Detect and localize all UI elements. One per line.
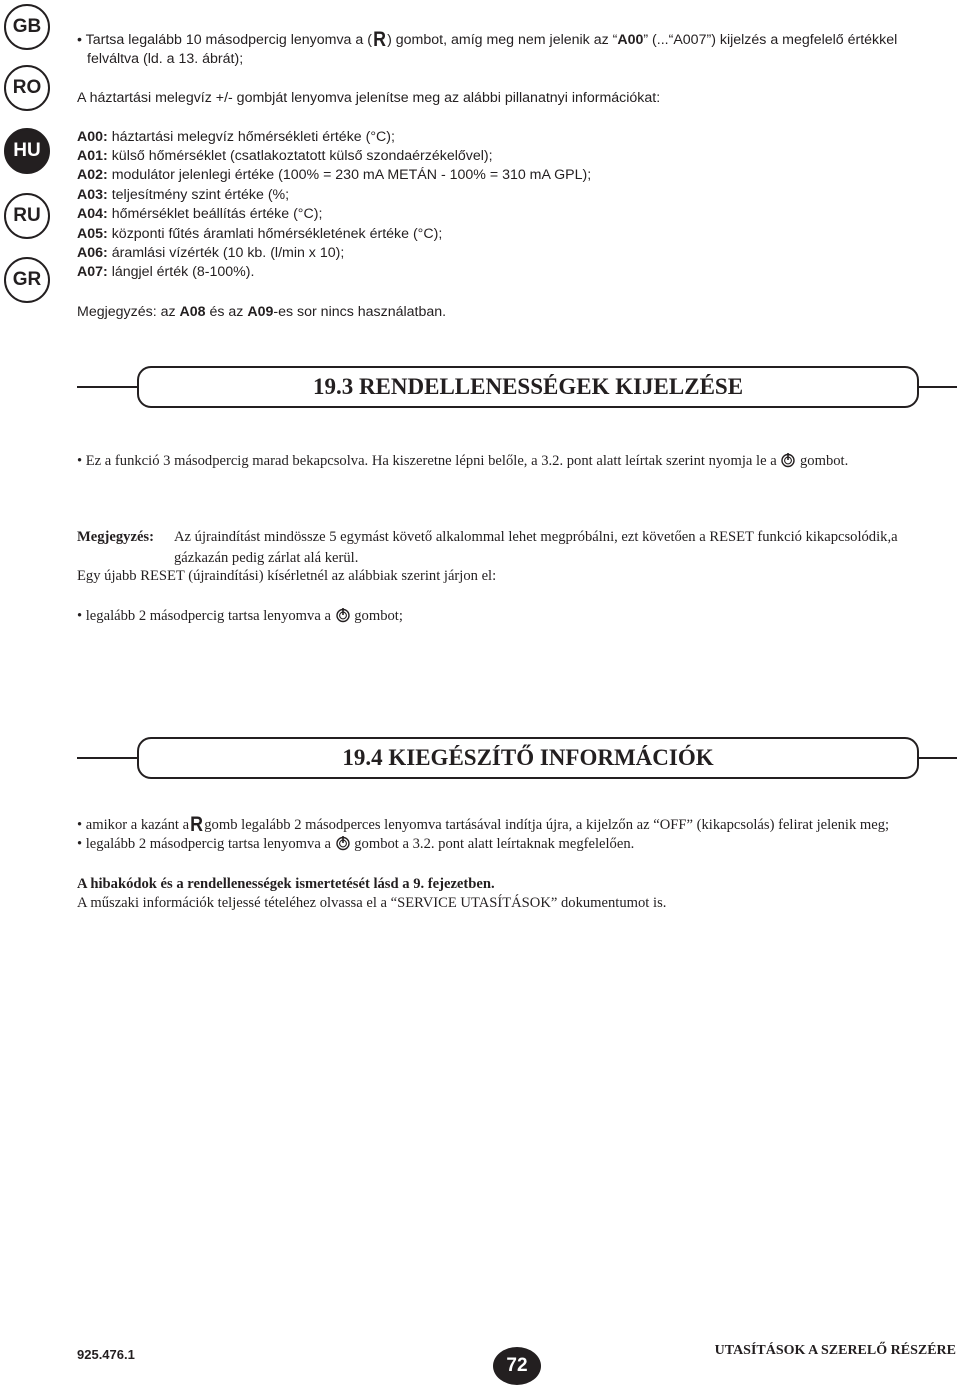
bullet-text: • amikor a kazánt a [77,817,190,833]
page-number: 72 [493,1347,541,1385]
reset-button-icon: R [373,28,386,51]
power-icon [780,452,796,468]
code-row [77,225,442,243]
section-divider-right [917,386,957,388]
intro-text: ” (...“A007”) kijelzés a megfelelő értékkel [643,32,898,48]
code-label: A07: [77,264,108,280]
bullet-text: • legalább 2 másodpercig tartsa lenyomva a [77,608,331,624]
section-divider-left [77,757,139,759]
code-text: áramlási vízérték (10 kb. (l/min x 10); [107,245,345,261]
power-icon [335,607,351,623]
note-text: Megjegyzés: az [77,304,180,320]
section-title-19-4: 19.4 KIEGÉSZÍTŐ INFORMÁCIÓK [137,737,919,779]
note-text-line-2: gázkazán pedig zárlat alá kerül. [174,550,359,566]
language-badge-hu[interactable]: HU [4,128,50,174]
bullet-text: gombot. [800,453,849,469]
doc-number: 925.476.1 [77,1347,135,1362]
bullet-text: gombot a 3.2. pont alatt leírtaknak megfelelően. [354,836,635,852]
section-divider-right [917,757,957,759]
language-badge-ru[interactable]: RU [4,193,50,239]
code-label: A00: [77,129,108,145]
code-text: háztartási melegvíz hőmérsékleti értéke (°C); [107,129,395,145]
note-text: -es sor nincs használatban. [273,304,447,320]
power-icon [335,835,351,851]
language-badge-gb[interactable]: GB [4,4,50,50]
reset-attempt-line: Egy újabb RESET (újraindítási) kísérletnél az alábbiak szerint járjon el: [77,568,497,584]
code-label: A02: [77,167,108,183]
intro-line-2: felváltva (ld. a 13. ábrát); [87,51,244,67]
bullet-text: gomb legalább 2 másodperces lenyomva tartásával indítja újra, a kijelzőn az “OFF” (kikapcsolás) felirat jelenik meg; [204,817,890,833]
reset-button-icon: R [190,813,204,836]
bullet-restart-off [77,813,890,836]
code-text: teljesítmény szint értéke (%; [107,187,290,203]
intro-code: A00 [617,32,644,48]
code-text: hőmérséklet beállítás értéke (°C); [107,206,323,222]
bullet-function-info [77,452,848,470]
footer-section-title: UTASÍTÁSOK A SZERELŐ RÉSZÉRE [714,1343,956,1358]
note-text-line-1: Az újraindítást mindössze 5 egymást követő alkalommal lehet megpróbálni, ezt követően a RESET funkció kikapcsolódik,a [174,529,898,545]
note-code: A08 [179,304,206,320]
code-row [77,147,493,165]
service-manual-reference: A műszaki információk teljessé tételéhez olvassa el a “SERVICE UTASÍTÁSOK” dokumentumot is. [77,895,667,911]
code-row [77,244,344,262]
code-text: központi fűtés áramlati hőmérsékletének értéke (°C); [107,226,443,242]
language-badge-gr[interactable]: GR [4,257,50,303]
code-row [77,166,591,184]
intro-text: • Tartsa legalább 10 másodpercig lenyomva a ( [77,32,372,48]
note-text: és az [205,304,248,320]
code-row [77,186,289,204]
code-text: lángjel érték (8-100%). [107,264,255,280]
code-label: A01: [77,148,108,164]
intro-line-3: A háztartási melegvíz +/- gombját lenyomva jelenítse meg az alábbi pillanatnyi információkat: [77,90,661,106]
bullet-text: gombot; [354,608,403,624]
note-code: A09 [247,304,274,320]
note-unused-rows [77,303,446,321]
bullet-text: • legalább 2 másodpercig tartsa lenyomva a [77,836,331,852]
section-title-19-3: 19.3 RENDELLENESSÉGEK KIJELZÉSE [137,366,919,408]
code-text: külső hőmérséklet (csatlakoztatott külső szondaérzékelővel); [107,148,493,164]
section-divider-left [77,386,139,388]
code-label: A06: [77,245,108,261]
bullet-hold-power-2 [77,835,634,853]
bullet-text: • Ez a funkció 3 másodpercig marad bekapcsolva. Ha kiszeretne lépni belőle, a 3.2. pont alatt leírtak szerint nyomja le a [77,453,777,469]
code-label: A04: [77,206,108,222]
bullet-hold-power [77,607,403,625]
code-row [77,205,322,223]
note-label: Megjegyzés: [77,529,154,545]
error-codes-reference: A hibakódok és a rendellenességek ismertetését lásd a 9. fejezetben. [77,876,495,892]
code-row [77,263,254,281]
language-badge-ro[interactable]: RO [4,65,50,111]
intro-text: ) gombot, amíg meg nem jelenik az “ [387,32,618,48]
code-label: A03: [77,187,108,203]
intro-line-1 [77,28,898,51]
code-label: A05: [77,226,108,242]
code-row [77,128,395,146]
code-text: modulátor jelenlegi értéke (100% = 230 mA METÁN - 100% = 310 mA GPL); [107,167,592,183]
